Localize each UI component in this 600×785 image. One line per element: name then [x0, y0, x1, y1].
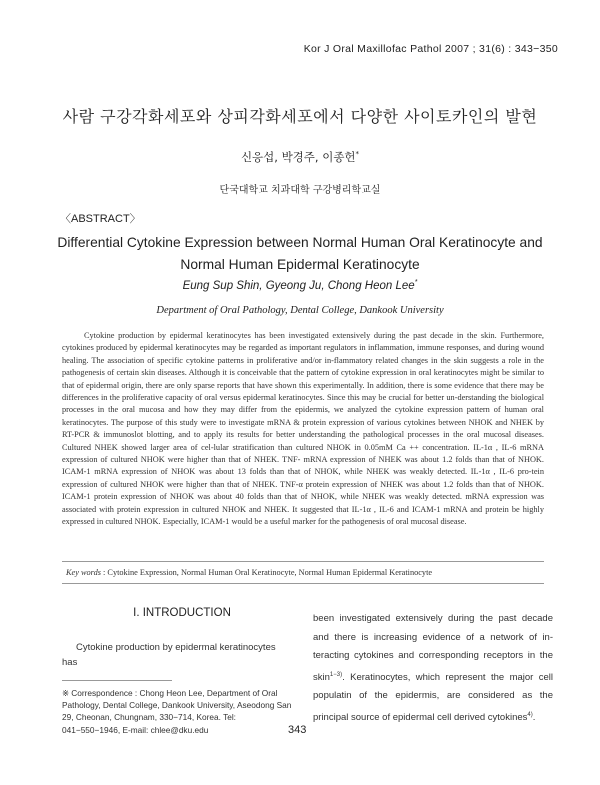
keywords-top-rule	[62, 561, 544, 562]
abstract-paragraph: Cytokine production by epidermal keratinocytes has been investigated extensively during the past decade in the skin. Furthermore, cytokines produced by epidermal keratinocytes may be regarded as important regulators in inflammation, immune responses, and during wound healing. The association of specific cytokine patterns in proliferative and/or in-flammatory related changes in the skin suggests a role in the pathogenesis of certain skin diseases. Although it is conceivable that the pattern of cytokine expression in oral keratinocytes might be similar to that of epidermal origin, there are only sparse reports that have shown this experimentally. In addition, there is some evidence that there may be differences in the proliferative capacity of oral versus epidermal keratinocytes. Since this may be crucial for better un-derstanding the biological processes in the oral mucosa and how they may differ from the epidermis, we analyzed the cytokine expression pattern of human oral keratinocytes. The purpose of this study were to investigate mRNA & protein expression of various cytokines between NHOK and NHEK by RT-PCR & immunoslot blotting, and to apply its results for better understanding the pathological processes in the oral mucosal diseases. Cultured NHEK showed larger area of cel-lular stratification than cultured NHOK in 0.05mM Ca ++ concentration. IL-1α , IL-6 mRNA expression of cultured NHOK were higher than that of NHEK. TNF- mRNA expression of NHEK was about 1.2 folds than that of NHOK. ICAM-1 mRNA expression of NHOK was about 13 folds than that of NHOK, while NHEK was weakly detected. IL-1α , IL-6 pro-tein expression of cultured NHOK were higher than that of NHEK. TNF-α protein expression of NHEK was about 1.2 folds than that of NHOK. ICAM-1 protein expression of NHOK was about 40 folds than that of NHOK, while NHEK was weakly detected. mRNA expression was associated with protein expression in cultured NHOK and NHEK. It suggested that IL-1α , IL-6 and ICAM-1 mRNA and protein be highly expressed in cultured NHOK. Especially, ICAM-1 would be a useful marker for the pathogenesis of oral mucosal disease.	[62, 331, 544, 527]
intro-text-part3: .	[532, 711, 536, 723]
english-title-line2: Normal Human Epidermal Keratinocyte	[180, 257, 420, 272]
korean-authors	[0, 149, 600, 165]
keywords-text: : Cytokine Expression, Normal Human Oral Keratinocyte, Normal Human Epidermal Keratinocyte	[103, 568, 433, 577]
english-authors	[0, 279, 600, 292]
intro-text-part1: been investigated extensively during the past decade and there is increasing evidence of a network of in-teracting cytokines and corresponding receptors in the skin	[313, 613, 553, 683]
introduction-left-column: Cytokine production by epidermal keratinocytes has	[62, 642, 276, 668]
english-corresponding-mark: *	[414, 279, 418, 286]
corresponding-mark: *	[355, 150, 360, 159]
intro-reference-1: 1−3)	[329, 671, 343, 678]
english-author-names: Eung Sup Shin, Gyeong Ju, Chong Heon Lee	[182, 279, 415, 292]
page-number: 343	[288, 724, 307, 736]
abstract-body	[62, 330, 544, 529]
korean-author-names: 신응섭, 박경주, 이종헌	[240, 150, 356, 164]
journal-reference: Kor J Oral Maxillofac Pathol 2007 ; 31(6) : 343−350	[303, 43, 558, 55]
english-affiliation: Department of Oral Pathology, Dental College, Dankook University	[156, 305, 444, 316]
footnote-rule	[62, 680, 172, 681]
introduction-heading: I. INTRODUCTION	[133, 607, 231, 619]
intro-text-part2: . Keratinocytes, which represent the major cell populatin of the epidermis, are considered as the principal source of epidermal cell derived cytokines	[313, 671, 553, 723]
intro-reference-2: 4)	[527, 711, 533, 718]
keywords-label: Key words	[66, 568, 101, 577]
keywords-bottom-rule	[62, 583, 544, 584]
abstract-label: 〈ABSTRACT〉	[60, 213, 141, 225]
korean-title: 사람 구강각화세포와 상피각화세포에서 다양한 사이토카인의 발현	[62, 107, 538, 126]
english-title-line1: Differential Cytokine Expression between Normal Human Oral Keratinocyte and	[57, 235, 543, 250]
english-title	[40, 232, 560, 276]
korean-affiliation: 단국대학교 치과대학 구강병리학교실	[219, 185, 381, 196]
keywords	[66, 568, 432, 577]
correspondence-footnote: ※ Correspondence : Chong Heon Lee, Department of Oral Pathology, Dental College, Dankook University, Aseodong San 29, Cheonan, Chungnam, 330−714, Korea. Tel: 041−550−1946, E-mail: chlee@dku.edu	[62, 688, 292, 735]
introduction-right-column	[313, 610, 553, 727]
